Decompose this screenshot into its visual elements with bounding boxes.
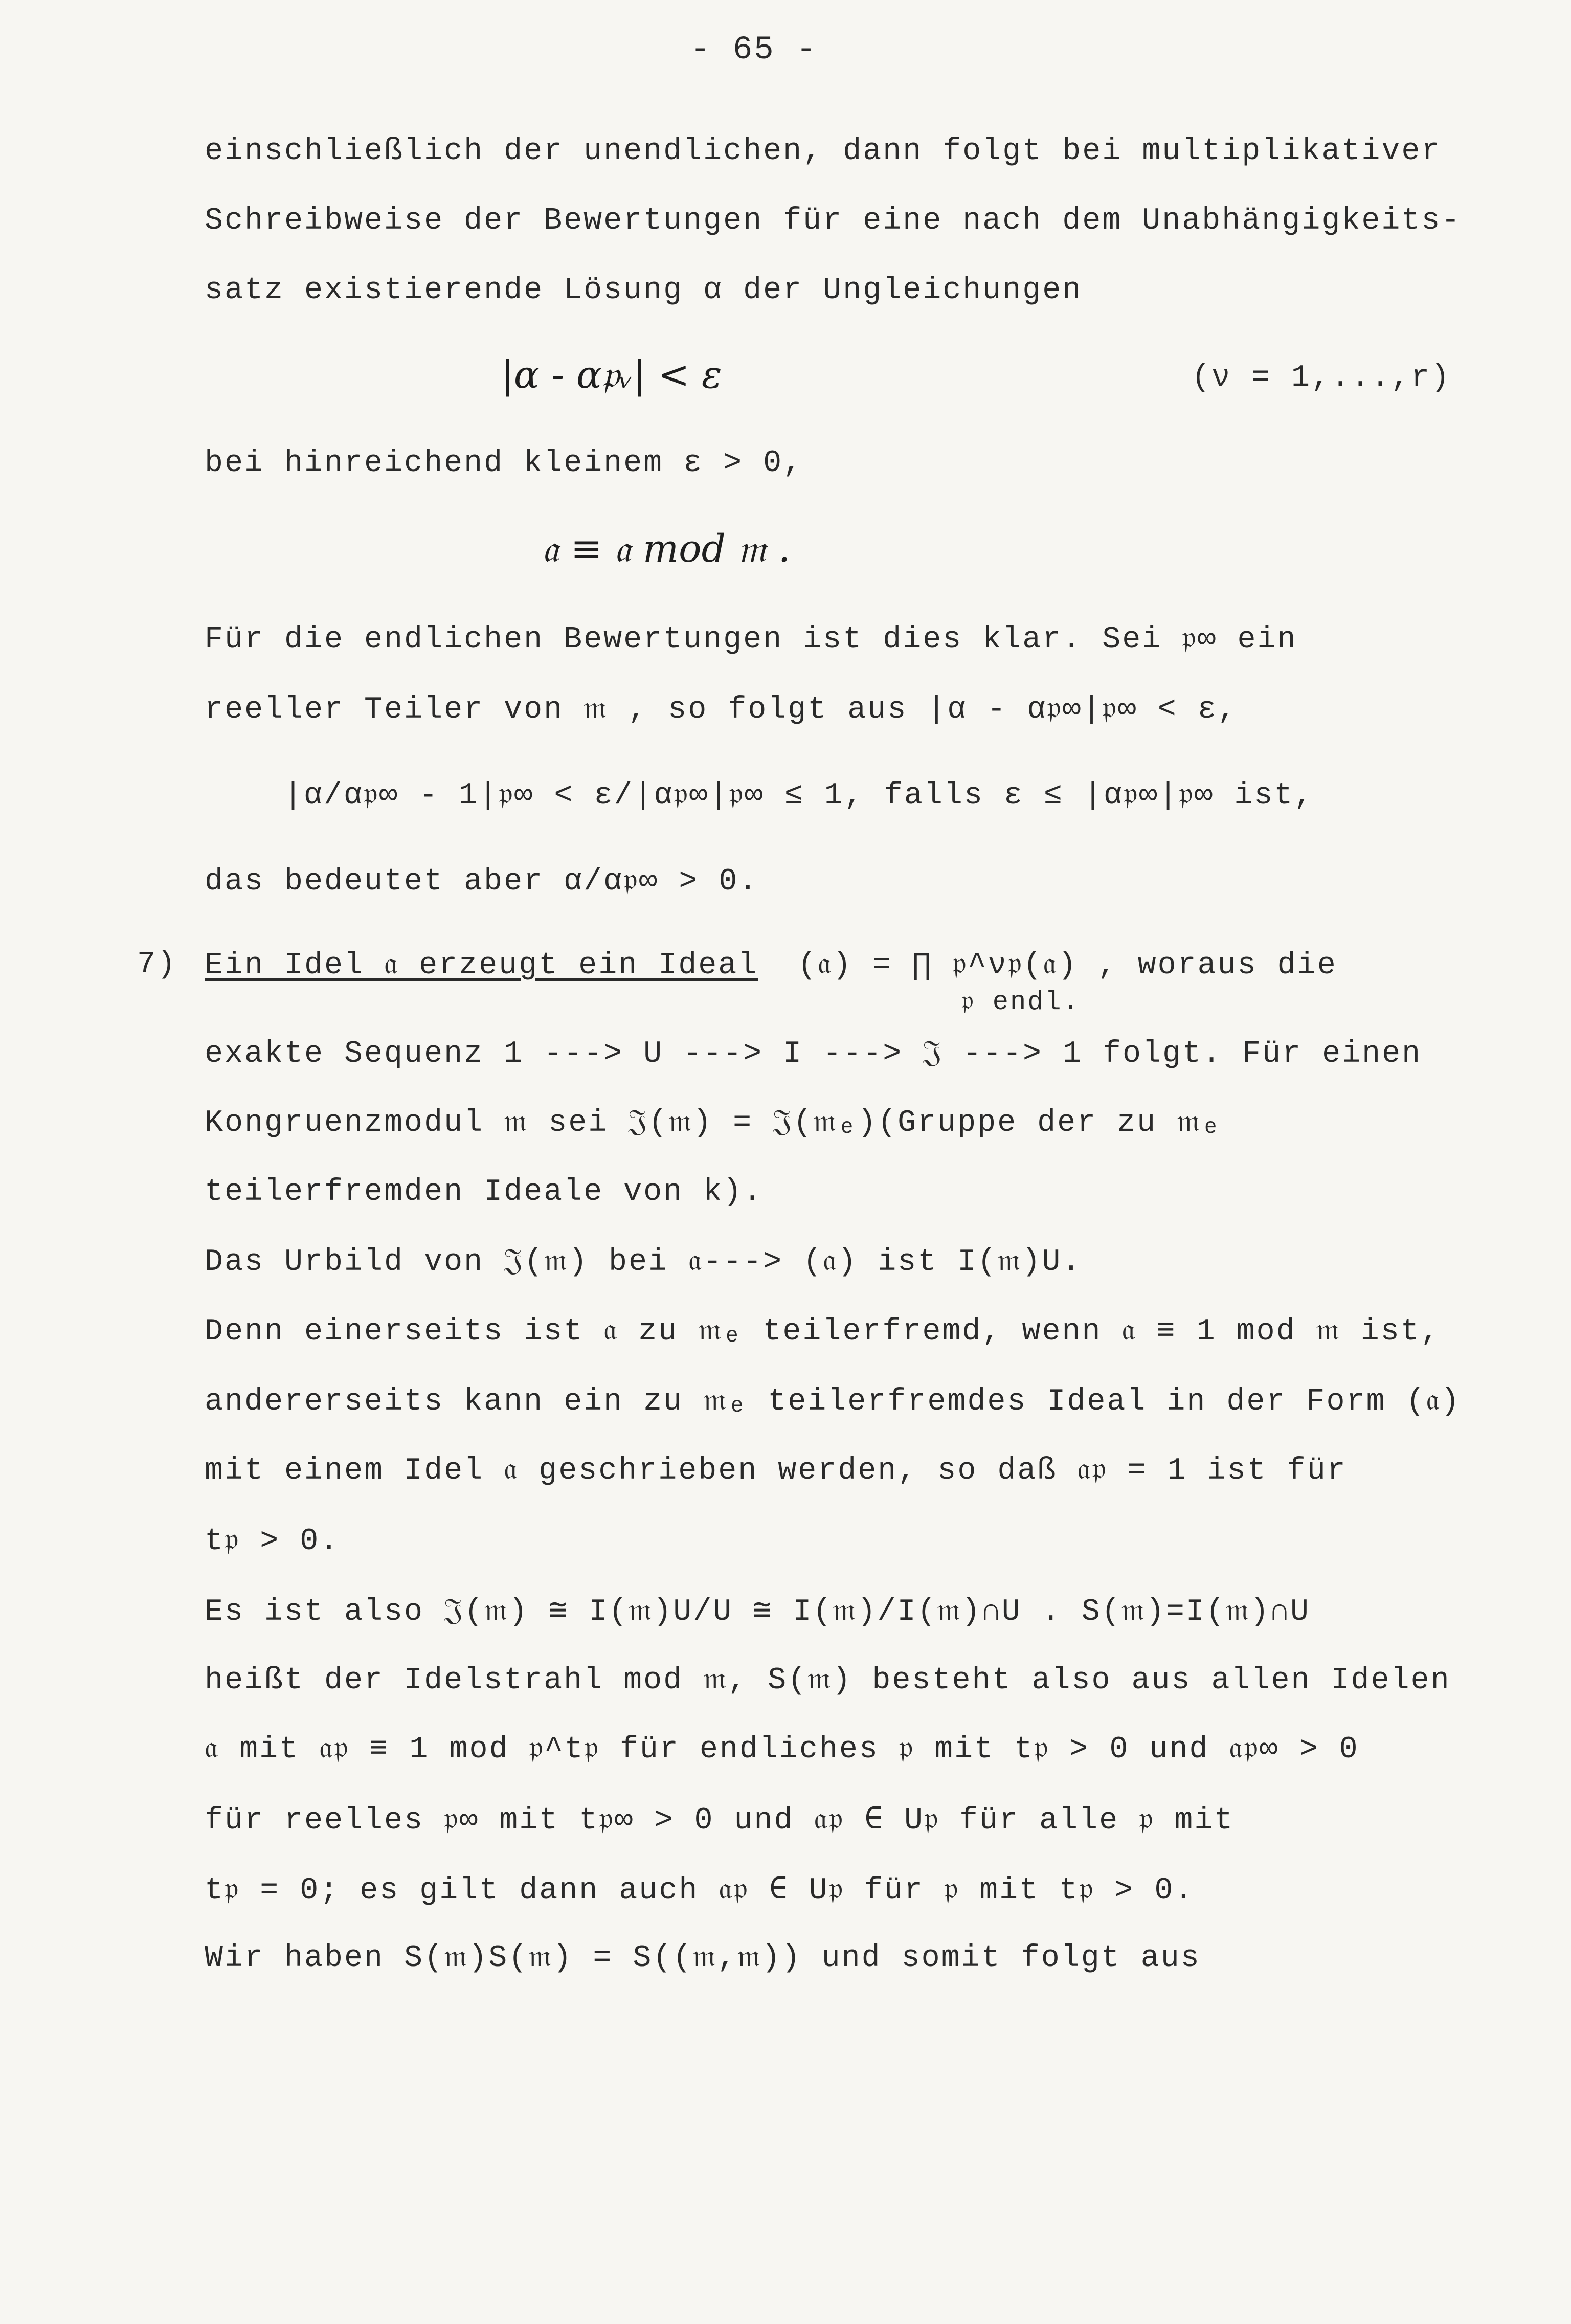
text-line-10: das bedeutet aber α/α𝔭∞ > 0. xyxy=(205,864,759,899)
text-line-16: Denn einerseits ist 𝔞 zu 𝔪ₑ teilerfremd, wenn 𝔞 ≡ 1 mod 𝔪 ist, xyxy=(205,1314,1441,1349)
inequality-formula: |α - α𝔭ᵥ| < ε xyxy=(501,353,722,397)
fraction-inequality-line: |α/α𝔭∞ - 1|𝔭∞ < ε/|α𝔭∞|𝔭∞ ≤ 1, falls ε ≤ |α𝔭∞|𝔭∞ ist, xyxy=(284,778,1314,813)
text-line-17: andererseits kann ein zu 𝔪ₑ teilerfremdes Ideal in der Form (𝔞) xyxy=(205,1384,1461,1419)
text-line-21: heißt der Idelstrahl mod 𝔪, S(𝔪) besteht also aus allen Idelen xyxy=(205,1663,1451,1698)
ideal-product-formula: (𝔞) = ∏ 𝔭^ν𝔭(𝔞) , woraus die xyxy=(798,948,1337,983)
text-line-22: 𝔞 mit 𝔞𝔭 ≡ 1 mod 𝔭^t𝔭 für endliches 𝔭 mit t𝔭 > 0 und 𝔞𝔭∞ > 0 xyxy=(205,1732,1359,1767)
text-line-15: Das Urbild von 𝔍(𝔪) bei 𝔞---> (𝔞) ist I(𝔪)U. xyxy=(205,1245,1082,1280)
text-line-20: Es ist also 𝔍(𝔪) ≅ I(𝔪)U/U ≅ I(𝔪)/I(𝔪)∩U . S(𝔪)=I(𝔪)∩U xyxy=(205,1595,1311,1629)
text-line-23: für reelles 𝔭∞ mit t𝔭∞ > 0 und 𝔞𝔭 ∈ U𝔭 für alle 𝔭 mit xyxy=(205,1803,1235,1838)
text-line-7: Für die endlichen Bewertungen ist dies klar. Sei 𝔭∞ ein xyxy=(205,622,1297,657)
text-line-12: exakte Sequenz 1 ---> U ---> I ---> 𝔍 ---> 1 folgt. Für einen xyxy=(205,1037,1422,1071)
congruence-formula: 𝔞 ≡ 𝔞 mod 𝔪 . xyxy=(542,527,791,571)
text-line-18: mit einem Idel 𝔞 geschrieben werden, so daß 𝔞𝔭 = 1 ist für xyxy=(205,1454,1347,1488)
text-line-14: teilerfremden Ideale von k). xyxy=(205,1175,764,1210)
text-line-3: satz existierende Lösung α der Ungleichungen xyxy=(205,273,1083,308)
text-line-24: t𝔭 = 0; es gilt dann auch 𝔞𝔭 ∈ U𝔭 für 𝔭 mit t𝔭 > 0. xyxy=(205,1873,1195,1908)
text-line-2: Schreibweise der Bewertungen für eine nach dem Unabhängigkeits- xyxy=(205,204,1462,238)
text-line-1: einschließlich der unendlichen, dann folgt bei multiplikativer xyxy=(205,134,1442,169)
item-number: 7) xyxy=(137,947,177,982)
text-line-13: Kongruenzmodul 𝔪 sei 𝔍(𝔪) = 𝔍(𝔪ₑ)(Gruppe der zu 𝔪ₑ xyxy=(205,1106,1222,1141)
text-line-19: t𝔭 > 0. xyxy=(205,1524,340,1559)
text-line-8: reeller Teiler von 𝔪 , so folgt aus |α - α𝔭∞|𝔭∞ < ε, xyxy=(205,692,1238,727)
product-subscript: 𝔭 endl. xyxy=(961,987,1080,1017)
index-range: (ν = 1,...,r) xyxy=(1192,361,1451,395)
item-heading: Ein Idel 𝔞 erzeugt ein Ideal xyxy=(205,948,758,983)
text-line-25: Wir haben S(𝔪)S(𝔪) = S((𝔪,𝔪)) und somit folgt aus xyxy=(205,1941,1201,1976)
text-line-5: bei hinreichend kleinem ε > 0, xyxy=(205,446,803,481)
page-number: - 65 - xyxy=(690,32,818,69)
